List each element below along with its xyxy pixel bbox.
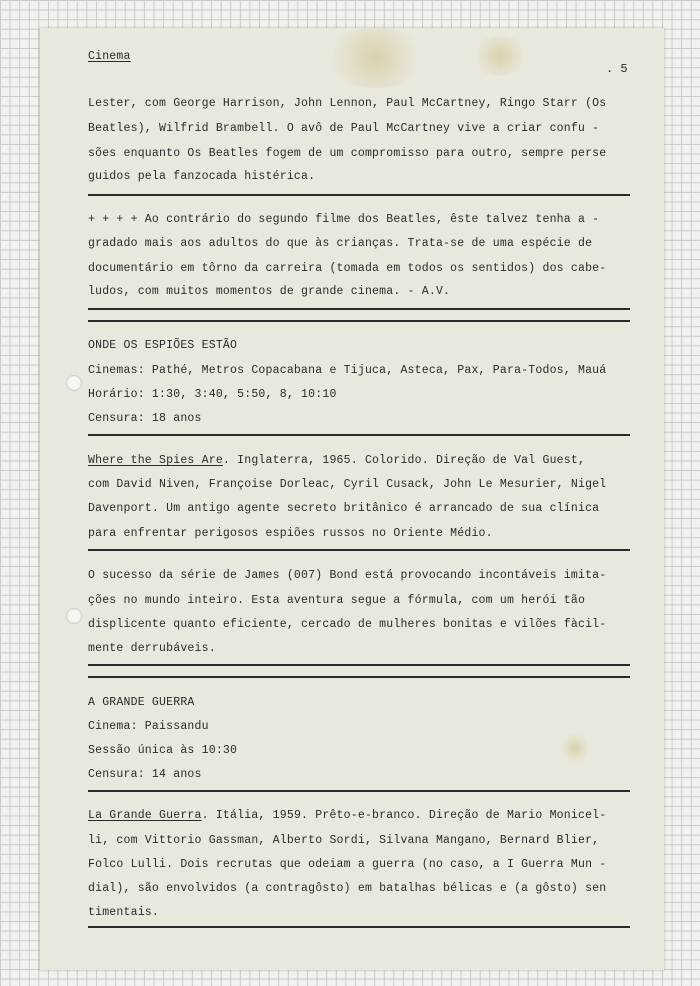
rule — [88, 926, 630, 928]
text-line: Cinemas: Pathé, Metros Copacabana e Tijuca, Asteca, Pax, Para-Todos, Mauá — [88, 364, 607, 377]
text-line: Lester, com George Harrison, John Lennon, Paul McCartney, Ringo Starr (Os — [88, 97, 607, 110]
text-line: Davenport. Um antigo agente secreto britânico é arrancado de sua clínica — [88, 502, 600, 515]
text-line: Horário: 1:30, 3:40, 5:50, 8, 10:10 — [88, 388, 337, 401]
text-line: guidos pela fanzocada histérica. — [88, 170, 316, 183]
text-line: sões enquanto Os Beatles fogem de um compromisso para outro, sempre perse — [88, 147, 607, 160]
text-line: Censura: 18 anos — [88, 412, 202, 425]
text-line — [88, 809, 606, 823]
text-line: timentais. — [88, 906, 160, 919]
rule — [88, 676, 630, 678]
text-line: Sessão única às 10:30 — [88, 744, 238, 757]
page-number: . 5 — [606, 62, 628, 76]
text-line: ções no mundo inteiro. Esta aventura segue a fórmula, com um herói tão — [88, 594, 586, 607]
film-info: . Itália, 1959. Prêto-e-branco. Direção de Mario Monicel- — [201, 809, 607, 822]
text-line: Censura: 14 anos — [88, 768, 202, 781]
punch-hole — [66, 375, 82, 391]
text-line: Folco Lulli. Dois recrutas que odeiam a guerra (no caso, a I Guerra Mun - — [88, 858, 607, 871]
stain — [470, 36, 530, 76]
rule — [88, 664, 630, 666]
text-line — [88, 454, 585, 468]
text-line: documentário em tôrno da carreira (tomada em todos os sentidos) dos cabe- — [88, 262, 607, 275]
rule — [88, 308, 630, 310]
text-line: mente derrubáveis. — [88, 642, 216, 655]
punch-hole — [66, 608, 82, 624]
rule — [88, 320, 630, 322]
text-line: ludos, com muitos momentos de grande cinema. - A.V. — [88, 285, 451, 298]
text-line: Cinema: Paissandu — [88, 720, 209, 733]
film-info: . Inglaterra, 1965. Colorido. Direção de Val Guest, — [222, 454, 586, 467]
text-line: para enfrentar perigosos espiões russos no Oriente Médio. — [88, 527, 493, 540]
film-heading: A GRANDE GUERRA — [88, 696, 195, 709]
stain — [320, 28, 430, 88]
text-line: gradado mais aos adultos do que às crianças. Trata-se de uma espécie de — [88, 237, 593, 250]
text-line: displicente quanto eficiente, cercado de mulheres bonitas e vilões fàcil- — [88, 618, 607, 631]
text-line: + + + + Ao contrário do segundo filme dos Beatles, êste talvez tenha a - — [88, 213, 600, 226]
typed-page — [40, 28, 664, 970]
text-line: dial), são envolvidos (a contragôsto) em batalhas bélicas e (a gôsto) sen — [88, 882, 607, 895]
film-title: Where the Spies Are — [88, 454, 223, 467]
film-heading: ONDE OS ESPIÕES ESTÃO — [88, 339, 238, 352]
rule — [88, 549, 630, 551]
rule — [88, 434, 630, 436]
rule — [88, 790, 630, 792]
rule — [88, 194, 630, 196]
section-title: Cinema — [88, 50, 131, 63]
text-line: Beatles), Wilfrid Brambell. O avô de Paul McCartney vive a criar confu - — [88, 122, 600, 135]
stain — [560, 733, 590, 763]
text-line: li, com Vittorio Gassman, Alberto Sordi, Silvana Mangano, Bernard Blier, — [88, 834, 600, 847]
text-line: com David Niven, Françoise Dorleac, Cyril Cusack, John Le Mesurier, Nigel — [88, 478, 607, 491]
film-title: La Grande Guerra — [88, 809, 202, 822]
text-line: O sucesso da série de James (007) Bond está provocando incontáveis imita- — [88, 569, 607, 582]
